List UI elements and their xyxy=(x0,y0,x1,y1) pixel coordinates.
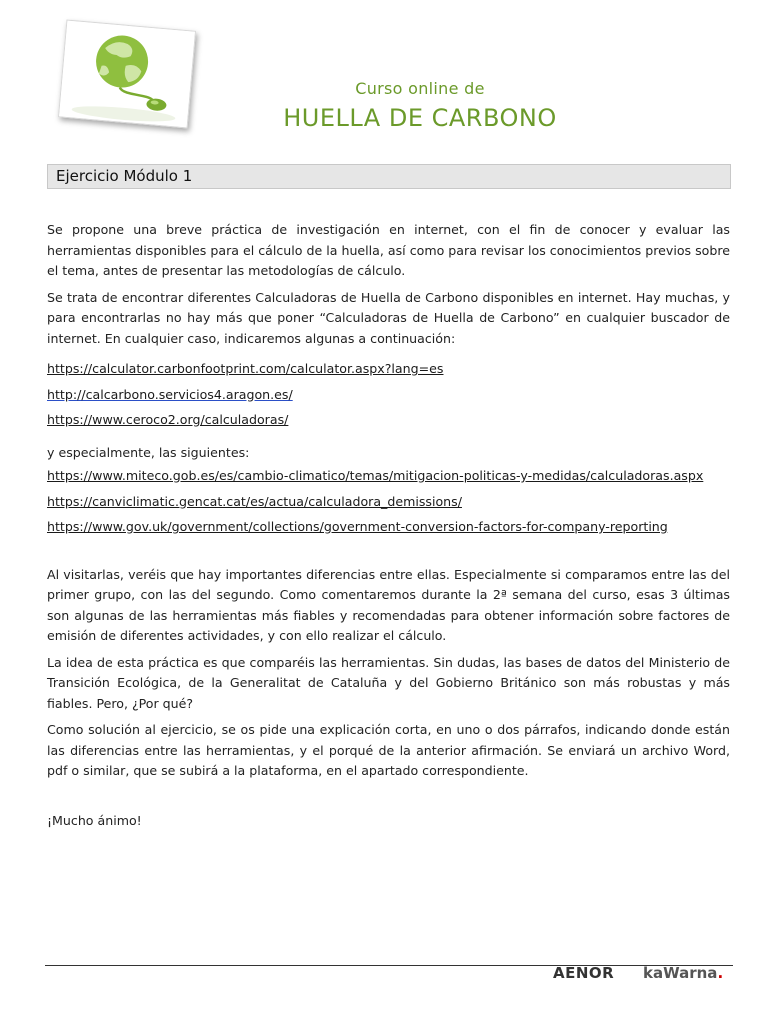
section-title: Ejercicio Módulo 1 xyxy=(56,167,193,185)
section-heading-bar xyxy=(47,164,731,189)
paragraph-comparison: La idea de esta práctica es que comparéis las herramientas. Sin dudas, las bases de datos del Ministerio de Transición Ecológica, de la Generalitat de Cataluña y del Gobierno Británico son más robustas y más fiables. Pero, ¿Por qué? xyxy=(47,654,730,711)
link-gencat[interactable]: https://canviclimatic.gencat.cat/es/actua/calculadora_demissions/ xyxy=(47,493,462,509)
footer-divider xyxy=(45,965,733,966)
paragraph-differences: Al visitarlas, veréis que hay importantes diferencias entre ellas. Especialmente si comparamos entre las del primer grupo, con las del segundo. Como comentaremos durante la 2ª semana del curso, esas 3 últimas son algunas de las herramientas más fiables y recomendadas para obtener información sobre factores de emisión de diferentes actividades, y con ello realizar el cálculo. xyxy=(47,566,730,643)
globe-with-mouse-icon xyxy=(58,20,196,129)
document-body xyxy=(47,220,730,831)
link-list-official xyxy=(47,466,730,538)
course-title: HUELLA DE CARBONO xyxy=(283,104,557,132)
paragraph-group xyxy=(47,565,730,782)
page-header xyxy=(200,78,640,134)
paragraph-intro: Se propone una breve práctica de investigación en internet, con el fin de conocer y evaluar las herramientas disponibles para el cálculo de la huella, así como para revisar los conocimientos previos sobre el tema, antes de presentar las metodologías de cálculo. xyxy=(47,222,730,278)
course-subtitle: Curso online de xyxy=(355,79,485,98)
link-gov-uk[interactable]: https://www.gov.uk/government/collections/government-conversion-factors-for-company-reporting xyxy=(47,519,668,534)
aenor-logo: AENOR xyxy=(553,964,615,982)
closing-text: ¡Mucho ánimo! xyxy=(47,812,142,828)
link-carbonfootprint[interactable]: https://calculator.carbonfootprint.com/calculator.aspx?lang=es xyxy=(47,361,444,376)
link-miteco[interactable]: https://www.miteco.gob.es/es/cambio-climatico/temas/mitigacion-politicas-y-medidas/calculadoras.aspx xyxy=(47,468,704,483)
kawarna-logo-dot: . xyxy=(717,964,724,982)
paragraph-solution: Como solución al ejercicio, se os pide una explicación corta, en uno o dos párrafos, indicando donde están las diferencias entre las herramientas, y el porqué de la anterior afirmación. Se enviará un archivo Word, pdf o similar, que se subirá a la plataforma, en el apartado correspondiente. xyxy=(47,722,730,778)
link-calcarbono-aragon[interactable]: http://calcarbono.servicios4.aragon.es/ xyxy=(47,386,293,402)
paragraph-instructions: Se trata de encontrar diferentes Calculadoras de Huella de Carbono disponibles en internet. Hay muchas, y para encontrarlas no hay más que poner “Calculadoras de Huella de Carbono” en cualquier buscador de internet. En cualquier caso, indicaremos algunas a continuación: xyxy=(47,289,730,346)
link-list-general xyxy=(47,359,730,431)
paragraph-especially: y especialmente, las siguientes: xyxy=(47,444,250,460)
kawarna-logo xyxy=(643,964,723,982)
link-ceroco2[interactable]: https://www.ceroco2.org/calculadoras/ xyxy=(47,412,289,427)
kawarna-logo-text: kaWarna xyxy=(643,964,718,982)
